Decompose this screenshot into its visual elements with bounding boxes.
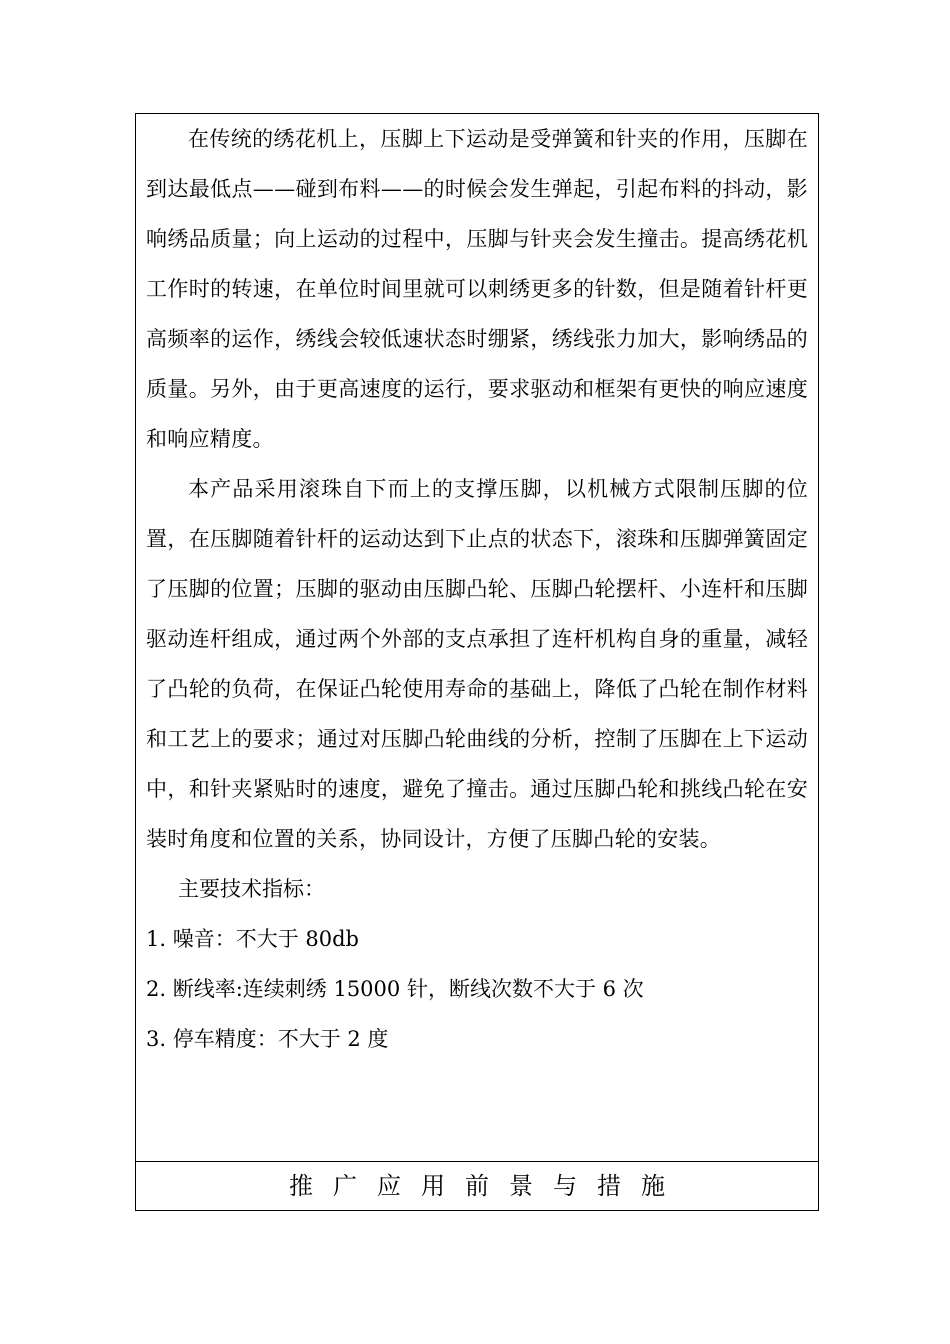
document-table <box>135 113 819 1211</box>
spec-item-noise: 1. 噪音：不大于 80db <box>146 927 359 951</box>
spec-item-stop-precision: 3. 停车精度：不大于 2 度 <box>146 1027 389 1051</box>
paragraph-background: 在传统的绣花机上，压脚上下运动是受弹簧和针夹的作用，压脚在到达最低点——碰到布料——的时候会发生弹起，引起布料的抖动，影响绣品质量；向上运动的过程中，压脚与针夹会发生撞击。提高绣花机工作时的转速，在单位时间里就可以刺绣更多的针数，但是随着针杆更高频率的运作，绣线会较低速状态时绷紧，绣线张力加大，影响绣品的质量。另外，由于更高速度的运行，要求驱动和框架有更快的响应速度和响应精度。 <box>146 127 808 451</box>
spec-item-break-rate: 2. 断线率:连续刺绣 15000 针，断线次数不大于 6 次 <box>146 977 644 1001</box>
content-cell <box>136 114 818 1161</box>
specs-heading: 主要技术指标： <box>178 877 325 901</box>
paragraph-product-description: 本产品采用滚珠自下而上的支撑压脚，以机械方式限制压脚的位置，在压脚随着针杆的运动达到下止点的状态下，滚珠和压脚弹簧固定了压脚的位置；压脚的驱动由压脚凸轮、压脚凸轮摆杆、小连杆和压脚驱动连杆组成，通过两个外部的支点承担了连杆机构自身的重量，减轻了凸轮的负荷，在保证凸轮使用寿命的基础上，降低了凸轮在制作材料和工艺上的要求；通过对压脚凸轮曲线的分析，控制了压脚在上下运动中，和针夹紧贴时的速度，避免了撞击。通过压脚凸轮和挑线凸轮在安装时角度和位置的关系，协同设计，方便了压脚凸轮的安装。 <box>146 477 808 851</box>
section-header-row <box>136 1161 818 1210</box>
section-title: 推广应用前景与措施 <box>289 1172 685 1200</box>
